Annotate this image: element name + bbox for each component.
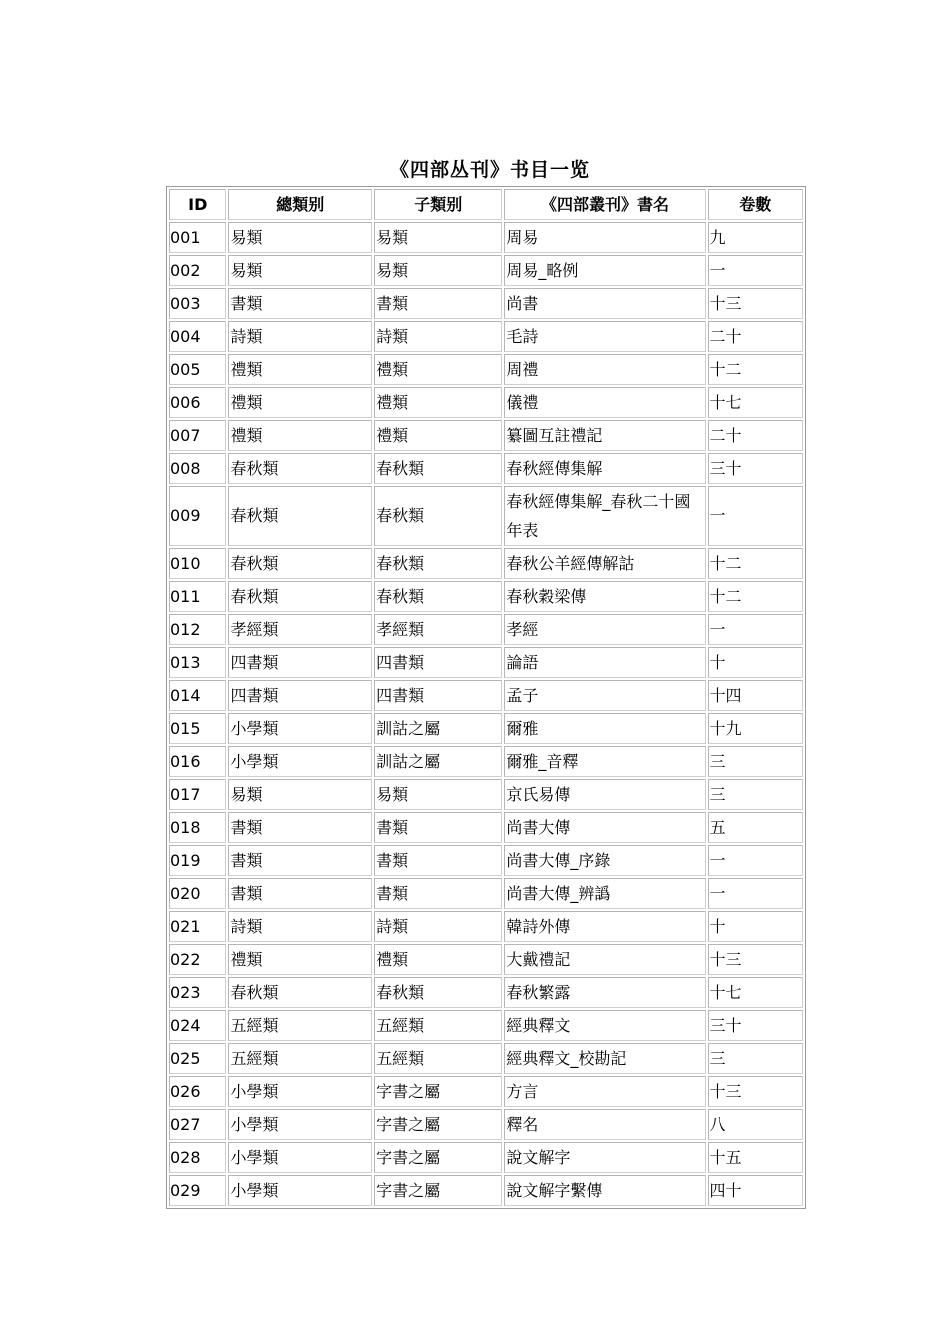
- cell-volumes: 十九: [708, 713, 803, 744]
- table-row: [169, 614, 803, 645]
- cell-subcategory: 訓詁之屬: [374, 746, 502, 777]
- cell-volumes: 四十: [708, 1175, 803, 1206]
- cell-id: 028: [169, 1142, 226, 1173]
- cell-category: 書類: [228, 288, 372, 319]
- cell-subcategory: 春秋類: [374, 453, 502, 484]
- cell-volumes: 十三: [708, 944, 803, 975]
- cell-subcategory: 春秋類: [374, 486, 502, 546]
- cell-category: 孝經類: [228, 614, 372, 645]
- cell-category: 五經類: [228, 1010, 372, 1041]
- cell-subcategory: 四書類: [374, 680, 502, 711]
- cell-book-title: 春秋穀梁傳: [504, 581, 705, 612]
- cell-id: 024: [169, 1010, 226, 1041]
- cell-category: 書類: [228, 845, 372, 876]
- cell-subcategory: 書類: [374, 845, 502, 876]
- cell-category: 易類: [228, 222, 372, 253]
- cell-id: 002: [169, 255, 226, 286]
- cell-book-title: 經典釋文: [504, 1010, 705, 1041]
- cell-subcategory: 春秋類: [374, 548, 502, 579]
- cell-volumes: 三: [708, 779, 803, 810]
- cell-id: 013: [169, 647, 226, 678]
- cell-category: 春秋類: [228, 977, 372, 1008]
- cell-subcategory: 四書類: [374, 647, 502, 678]
- cell-category: 詩類: [228, 321, 372, 352]
- cell-book-title: 爾雅_音釋: [504, 746, 705, 777]
- cell-book-title: 韓詩外傳: [504, 911, 705, 942]
- cell-category: 四書類: [228, 680, 372, 711]
- cell-volumes: 十四: [708, 680, 803, 711]
- cell-id: 025: [169, 1043, 226, 1074]
- cell-volumes: 一: [708, 255, 803, 286]
- cell-volumes: 十二: [708, 581, 803, 612]
- cell-subcategory: 書類: [374, 288, 502, 319]
- cell-book-title: 儀禮: [504, 387, 705, 418]
- table-row: [169, 420, 803, 451]
- table-row: [169, 779, 803, 810]
- table-row: [169, 1010, 803, 1041]
- cell-volumes: 二十: [708, 321, 803, 352]
- table-header: [169, 189, 803, 220]
- cell-book-title: 春秋公羊經傳解詁: [504, 548, 705, 579]
- catalog-table: [166, 186, 806, 1209]
- cell-subcategory: 詩類: [374, 911, 502, 942]
- cell-volumes: 一: [708, 614, 803, 645]
- cell-subcategory: 禮類: [374, 420, 502, 451]
- cell-volumes: 十二: [708, 354, 803, 385]
- cell-category: 詩類: [228, 911, 372, 942]
- table-row: [169, 680, 803, 711]
- cell-book-title: 周禮: [504, 354, 705, 385]
- cell-book-title: 尚書大傳: [504, 812, 705, 843]
- table-row: [169, 255, 803, 286]
- cell-volumes: 三十: [708, 453, 803, 484]
- cell-book-title: 經典釋文_校勘記: [504, 1043, 705, 1074]
- cell-volumes: 五: [708, 812, 803, 843]
- header-row: [169, 189, 803, 220]
- table-row: [169, 1076, 803, 1107]
- table-row: [169, 878, 803, 909]
- cell-category: 書類: [228, 812, 372, 843]
- header-subcategory: 子類别: [374, 189, 502, 220]
- table-row: [169, 453, 803, 484]
- cell-book-title: 說文解字繫傳: [504, 1175, 705, 1206]
- cell-volumes: 十: [708, 911, 803, 942]
- cell-volumes: 十五: [708, 1142, 803, 1173]
- cell-id: 029: [169, 1175, 226, 1206]
- cell-id: 005: [169, 354, 226, 385]
- table-row: [169, 486, 803, 546]
- cell-id: 027: [169, 1109, 226, 1140]
- header-book-title: 《四部叢刊》書名: [504, 189, 705, 220]
- table-row: [169, 845, 803, 876]
- cell-category: 小學類: [228, 746, 372, 777]
- table-row: [169, 911, 803, 942]
- header-volumes: 卷數: [708, 189, 803, 220]
- cell-book-title: 尚書大傳_序錄: [504, 845, 705, 876]
- cell-id: 023: [169, 977, 226, 1008]
- table-row: [169, 977, 803, 1008]
- cell-subcategory: 書類: [374, 878, 502, 909]
- table-row: [169, 1109, 803, 1140]
- table-row: [169, 1142, 803, 1173]
- cell-category: 小學類: [228, 713, 372, 744]
- table-row: [169, 321, 803, 352]
- cell-subcategory: 五經類: [374, 1043, 502, 1074]
- header-id: ID: [169, 189, 226, 220]
- table-row: [169, 288, 803, 319]
- cell-id: 006: [169, 387, 226, 418]
- cell-category: 小學類: [228, 1076, 372, 1107]
- table-row: [169, 647, 803, 678]
- table-row: [169, 812, 803, 843]
- table-row: [169, 713, 803, 744]
- table-row: [169, 548, 803, 579]
- cell-volumes: 十三: [708, 1076, 803, 1107]
- cell-id: 019: [169, 845, 226, 876]
- cell-volumes: 三十: [708, 1010, 803, 1041]
- cell-volumes: 三: [708, 746, 803, 777]
- cell-subcategory: 字書之屬: [374, 1109, 502, 1140]
- cell-volumes: 九: [708, 222, 803, 253]
- cell-subcategory: 禮類: [374, 354, 502, 385]
- cell-book-title: 爾雅: [504, 713, 705, 744]
- cell-book-title: 說文解字: [504, 1142, 705, 1173]
- cell-volumes: 十七: [708, 387, 803, 418]
- cell-volumes: 三: [708, 1043, 803, 1074]
- cell-book-title: 京氏易傳: [504, 779, 705, 810]
- cell-volumes: 二十: [708, 420, 803, 451]
- cell-subcategory: 春秋類: [374, 581, 502, 612]
- table-row: [169, 1175, 803, 1206]
- cell-id: 018: [169, 812, 226, 843]
- cell-volumes: 十: [708, 647, 803, 678]
- table-row: [169, 581, 803, 612]
- cell-book-title: 纂圖互註禮記: [504, 420, 705, 451]
- cell-volumes: 十二: [708, 548, 803, 579]
- cell-book-title: 毛詩: [504, 321, 705, 352]
- cell-book-title: 春秋經傳集解: [504, 453, 705, 484]
- table-row: [169, 746, 803, 777]
- cell-book-title: 孝經: [504, 614, 705, 645]
- cell-subcategory: 禮類: [374, 944, 502, 975]
- cell-id: 008: [169, 453, 226, 484]
- cell-subcategory: 訓詁之屬: [374, 713, 502, 744]
- cell-volumes: 一: [708, 486, 803, 546]
- cell-book-title: 周易: [504, 222, 705, 253]
- cell-id: 004: [169, 321, 226, 352]
- header-category: 總類别: [228, 189, 372, 220]
- cell-subcategory: 禮類: [374, 387, 502, 418]
- cell-id: 017: [169, 779, 226, 810]
- cell-id: 026: [169, 1076, 226, 1107]
- cell-subcategory: 字書之屬: [374, 1076, 502, 1107]
- cell-book-title: 春秋繁露: [504, 977, 705, 1008]
- cell-category: 易類: [228, 779, 372, 810]
- cell-book-title: 春秋經傳集解_春秋二十國年表: [504, 486, 705, 546]
- cell-category: 小學類: [228, 1109, 372, 1140]
- cell-volumes: 十七: [708, 977, 803, 1008]
- cell-volumes: 一: [708, 878, 803, 909]
- table-row: [169, 354, 803, 385]
- cell-subcategory: 字書之屬: [374, 1142, 502, 1173]
- cell-id: 009: [169, 486, 226, 546]
- cell-id: 021: [169, 911, 226, 942]
- cell-category: 五經類: [228, 1043, 372, 1074]
- cell-category: 四書類: [228, 647, 372, 678]
- cell-book-title: 周易_略例: [504, 255, 705, 286]
- cell-id: 012: [169, 614, 226, 645]
- cell-subcategory: 詩類: [374, 321, 502, 352]
- cell-book-title: 釋名: [504, 1109, 705, 1140]
- cell-book-title: 尚書大傳_辨譌: [504, 878, 705, 909]
- cell-subcategory: 五經類: [374, 1010, 502, 1041]
- cell-subcategory: 書類: [374, 812, 502, 843]
- cell-id: 010: [169, 548, 226, 579]
- cell-category: 禮類: [228, 944, 372, 975]
- cell-id: 014: [169, 680, 226, 711]
- cell-id: 016: [169, 746, 226, 777]
- cell-id: 022: [169, 944, 226, 975]
- cell-category: 小學類: [228, 1142, 372, 1173]
- table-row: [169, 944, 803, 975]
- cell-book-title: 方言: [504, 1076, 705, 1107]
- cell-subcategory: 春秋類: [374, 977, 502, 1008]
- cell-id: 007: [169, 420, 226, 451]
- table-body: [169, 222, 803, 1206]
- cell-category: 易類: [228, 255, 372, 286]
- cell-book-title: 孟子: [504, 680, 705, 711]
- page-title: 《四部丛刊》书目一览: [389, 159, 590, 181]
- cell-book-title: 論語: [504, 647, 705, 678]
- cell-book-title: 大戴禮記: [504, 944, 705, 975]
- cell-category: 禮類: [228, 354, 372, 385]
- cell-subcategory: 孝經類: [374, 614, 502, 645]
- cell-id: 011: [169, 581, 226, 612]
- cell-category: 小學類: [228, 1175, 372, 1206]
- cell-subcategory: 易類: [374, 779, 502, 810]
- cell-subcategory: 易類: [374, 222, 502, 253]
- cell-volumes: 一: [708, 845, 803, 876]
- cell-id: 003: [169, 288, 226, 319]
- cell-category: 春秋類: [228, 486, 372, 546]
- table-row: [169, 387, 803, 418]
- cell-id: 015: [169, 713, 226, 744]
- table-row: [169, 222, 803, 253]
- cell-category: 春秋類: [228, 548, 372, 579]
- cell-subcategory: 易類: [374, 255, 502, 286]
- cell-category: 春秋類: [228, 453, 372, 484]
- cell-subcategory: 字書之屬: [374, 1175, 502, 1206]
- cell-category: 禮類: [228, 420, 372, 451]
- cell-volumes: 十三: [708, 288, 803, 319]
- cell-id: 020: [169, 878, 226, 909]
- cell-book-title: 尚書: [504, 288, 705, 319]
- cell-id: 001: [169, 222, 226, 253]
- cell-category: 禮類: [228, 387, 372, 418]
- cell-volumes: 八: [708, 1109, 803, 1140]
- cell-category: 春秋類: [228, 581, 372, 612]
- cell-category: 書類: [228, 878, 372, 909]
- table-row: [169, 1043, 803, 1074]
